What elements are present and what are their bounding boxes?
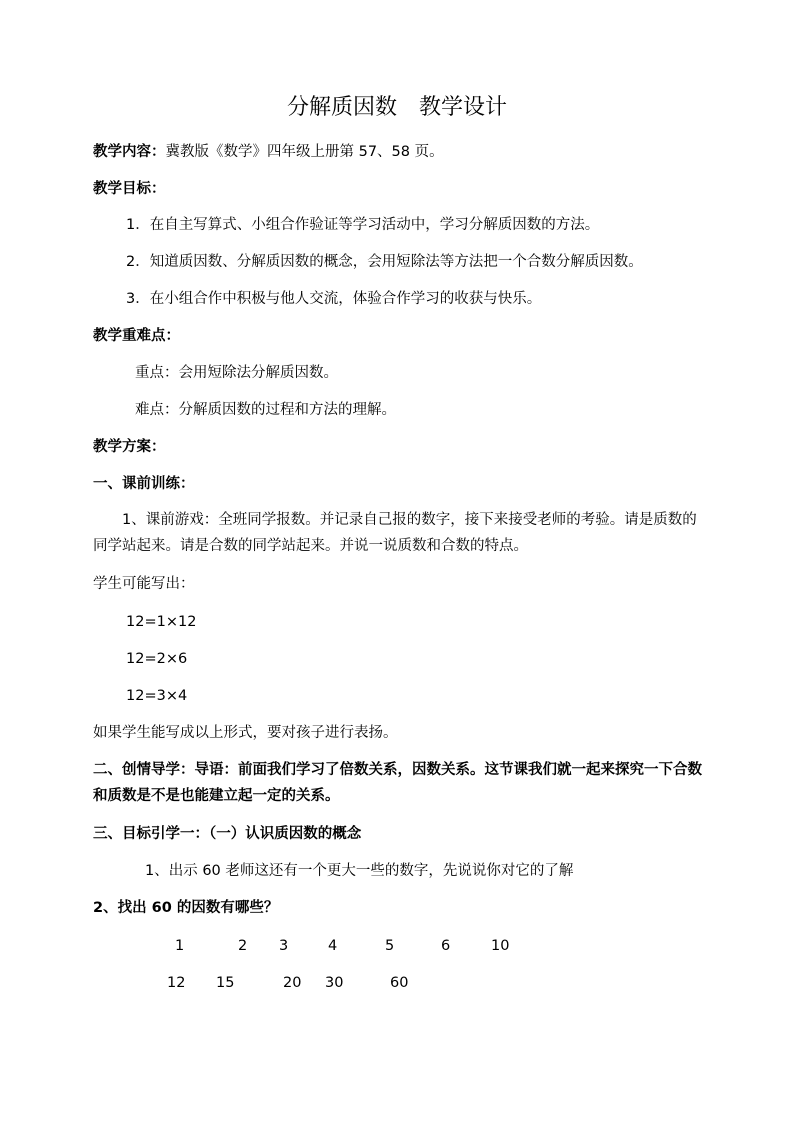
section1-paragraph: 1、课前游戏：全班同学报数。并记录自己报的数字，接下来接受老师的考验。请是质数的同学站起来。请是合数的同学站起来。并说一说质数和合数的特点。 bbox=[93, 512, 697, 554]
content-label: 教学内容： bbox=[93, 144, 166, 160]
goal-item-2: 2．知道质因数、分解质因数的概念，会用短除法等方法把一个合数分解质因数。 bbox=[126, 254, 643, 270]
factor-value: 3 bbox=[279, 938, 289, 954]
section1-praise: 如果学生能写成以上形式，要对孩子进行表扬。 bbox=[93, 725, 398, 741]
content-line bbox=[93, 141, 444, 163]
equation-3: 12=3×4 bbox=[126, 688, 188, 704]
section1-heading: 一、课前训练： bbox=[93, 476, 195, 492]
factor-value: 20 bbox=[283, 975, 302, 991]
goal-item-1: 1．在自主写算式、小组合作验证等学习活动中，学习分解质因数的方法。 bbox=[126, 217, 600, 233]
goal-item-3: 3．在小组合作中积极与他人交流，体验合作学习的收获与快乐。 bbox=[126, 291, 542, 307]
factor-value: 30 bbox=[325, 975, 344, 991]
keypoint-focus: 重点：会用短除法分解质因数。 bbox=[135, 365, 338, 381]
section3-step2: 2、找出 60 的因数有哪些？ bbox=[93, 900, 279, 916]
section2-text: 二、创情导学：导语：前面我们学习了倍数关系，因数关系。这节课我们就一起来探究一下合数和质数是不是也能建立起一定的关系。 bbox=[93, 762, 702, 804]
page-title: 分解质因数 教学设计 bbox=[286, 95, 507, 120]
section3-step1: 1、出示 60 老师这还有一个更大一些的数字，先说说你对它的了解 bbox=[145, 863, 574, 879]
equation-2: 12=2×6 bbox=[126, 651, 188, 667]
factor-value: 12 bbox=[167, 975, 186, 991]
factor-value: 4 bbox=[328, 938, 338, 954]
goals-heading: 教学目标： bbox=[93, 181, 166, 197]
plan-heading: 教学方案： bbox=[93, 439, 166, 455]
section3-heading: 三、目标引学一：（一）认识质因数的概念 bbox=[93, 826, 362, 842]
factor-value: 15 bbox=[216, 975, 235, 991]
factor-value: 5 bbox=[385, 938, 395, 954]
keypoints-heading: 教学重难点： bbox=[93, 328, 180, 344]
section1-intro: 学生可能写出： bbox=[93, 576, 195, 592]
factor-value: 6 bbox=[441, 938, 451, 954]
keypoint-difficulty: 难点：分解质因数的过程和方法的理解。 bbox=[135, 402, 396, 418]
content-text: 冀教版《数学》四年级上册第 57、58 页。 bbox=[165, 144, 444, 160]
factor-value: 1 bbox=[175, 938, 185, 954]
equation-1: 12=1×12 bbox=[126, 614, 197, 630]
factor-value: 2 bbox=[238, 938, 248, 954]
factor-value: 10 bbox=[491, 938, 510, 954]
factor-value: 60 bbox=[390, 975, 409, 991]
